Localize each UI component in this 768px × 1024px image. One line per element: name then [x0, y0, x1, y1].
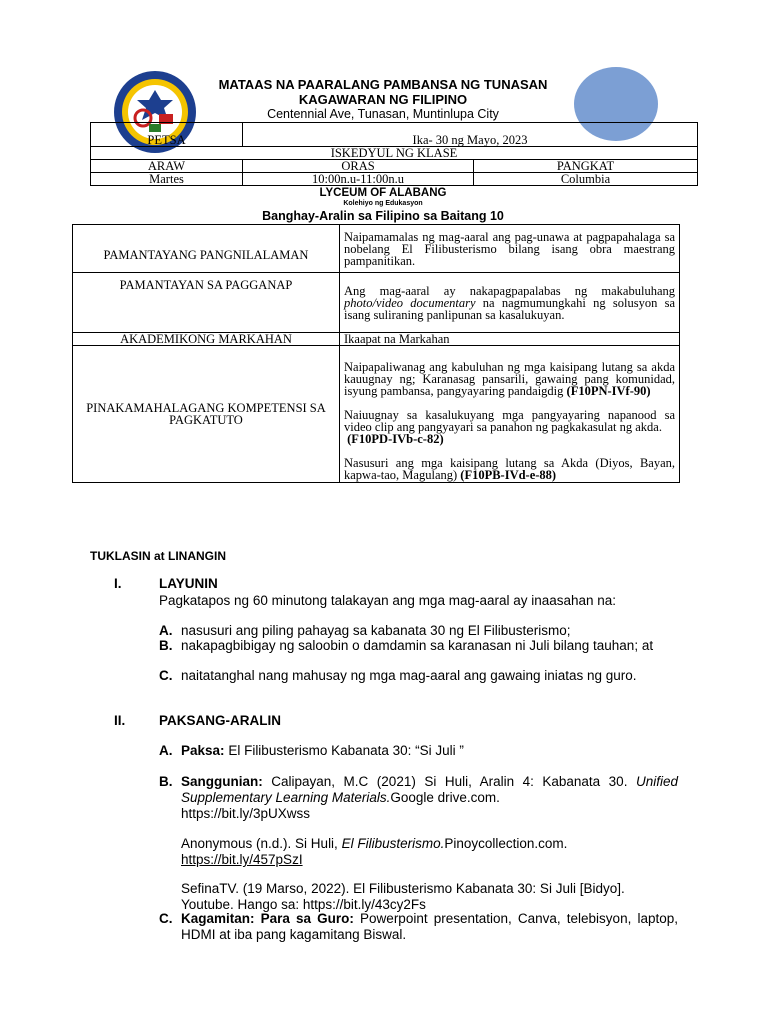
competency-1: Naipapaliwanag ang kabuluhan ng mga kaisipang lutang sa akda kauugnay ng; Karanasag pansarili, gawaing pang komunidad, isyung pambansa, pangyayaring pandaigdig (F10PN-IVf-90): [344, 360, 675, 398]
value-pangkat: Columbia: [474, 173, 698, 186]
section1-intro: Pagkatapos ng 60 minutong talakayan ang mga mag-aaral ay inaasahan na:: [159, 593, 617, 608]
objective-a-letter: A.: [159, 623, 173, 638]
tuklasin-heading: TUKLASIN at LINANGIN: [90, 549, 226, 563]
kagamitan-text: Kagamitan: Para sa Guro: Powerpoint presentation, Canva, telebisyon, laptop, HDMI at iba pang kagamitang Biswal.: [181, 911, 678, 942]
value-oras: 10:00n.u-11:00n.u: [243, 173, 474, 186]
competency-3: Nasusuri ang mga kaisipang lutang sa Akda (Diyos, Bayan, kapwa-tao, Magulang) (F10PB-IVd-e-88): [344, 456, 675, 482]
section2-title: PAKSANG-ARALIN: [159, 713, 281, 728]
department-name: KAGAWARAN NG FILIPINO: [298, 92, 468, 107]
pamantayang-pangnilalaman-value: Naipamamalas ng mag-aaral ang pag-unawa at pagpapahalaga sa nobelang El Filibusterismo bilang isang obra maestrang pampanitikan.: [340, 225, 680, 273]
sanggunian-ref3: SefinaTV. (19 Marso, 2022). El Filibusterismo Kabanata 30: Si Juli [Bidyo]. Youtube. Hango sa: https://bit.ly/43cy2Fs: [181, 881, 625, 912]
standards-table: [72, 224, 680, 483]
section2-numeral: II.: [114, 713, 126, 728]
competency-2: Naiuugnay sa kasalukuyang mga pangyayaring napanood sa video clip ang pangyayari sa panahon ng pagkakasulat ng akda. (F10PD-IVb-c-82): [344, 408, 675, 446]
header-pangkat: PANGKAT: [474, 160, 698, 173]
objective-a-text: nasusuri ang piling pahayag sa kabanata 30 ng El Filibusterismo;: [181, 623, 571, 638]
schedule-table: [90, 122, 698, 186]
banghay-title: Banghay-Aralin sa Filipino sa Baitang 10: [262, 209, 504, 223]
kolehiyo-subtitle: Kolehiyo ng Edukasyon: [343, 200, 423, 207]
pamantayan-sa-pagganap-label: PAMANTAYAN SA PAGGANAP: [73, 273, 340, 333]
kompetensi-value: [340, 346, 680, 483]
objective-b-text: nakapagbibigay ng saloobin o damdamin sa karanasan ni Juli bilang tauhan; at: [181, 638, 654, 653]
petsa-label: PETSA: [91, 123, 243, 147]
pamantayang-pangnilalaman-label: PAMANTAYANG PANGNILALAMAN: [73, 225, 340, 273]
akademikong-markahan-value: Ikaapat na Markahan: [340, 333, 680, 346]
pamantayan-sa-pagganap-value: Ang mag-aaral ay nakapagpapalabas ng makabuluhang photo/video documentary na nagmumungkahi ng solusyon sa isang suliraning panlipunan sa kasalukuyan.: [340, 273, 680, 333]
sanggunian-letter: B.: [159, 774, 173, 789]
header-oras: ORAS: [243, 160, 474, 173]
header-araw: ARAW: [91, 160, 243, 173]
akademikong-markahan-label: AKADEMIKONG MARKAHAN: [73, 333, 340, 346]
sanggunian-ref1: Sanggunian: Calipayan, M.C (2021) Si Huli, Aralin 4: Kabanata 30. Unified Supplementary Learning Materials.Google drive.com. https://bit.ly/3pUXwss: [181, 774, 678, 821]
school-name: MATAAS NA PAARALANG PAMBANSA NG TUNASAN: [218, 77, 548, 92]
paksa-letter: A.: [159, 743, 173, 758]
school-address: Centennial Ave, Tunasan, Muntinlupa City: [267, 107, 499, 121]
kompetensi-label: PINAKAMAHALAGANG KOMPETENSI SA PAGKATUTO: [73, 346, 340, 483]
petsa-value: Ika- 30 ng Mayo, 2023: [243, 123, 698, 147]
sanggunian-ref2: Anonymous (n.d.). Si Huli, El Filibusterismo.Pinoycollection.com. https://bit.ly/457pSzI: [181, 836, 568, 867]
value-araw: Martes: [91, 173, 243, 186]
ref2-link[interactable]: https://bit.ly/457pSzI: [181, 852, 303, 867]
section1-title: LAYUNIN: [159, 576, 218, 591]
objective-b-letter: B.: [159, 638, 173, 653]
objective-c-letter: C.: [159, 668, 173, 683]
kagamitan-letter: C.: [159, 911, 173, 926]
section1-numeral: I.: [114, 576, 122, 591]
lyceum-title: LYCEUM OF ALABANG: [319, 187, 447, 199]
objective-c-text: naitatanghal nang mahusay ng mga mag-aaral ang gawaing iniatas ng guro.: [181, 668, 637, 683]
paksa-line: Paksa: El Filibusterismo Kabanata 30: “Si Juli ”: [181, 743, 464, 758]
schedule-title: ISKEDYUL NG KLASE: [91, 147, 698, 160]
